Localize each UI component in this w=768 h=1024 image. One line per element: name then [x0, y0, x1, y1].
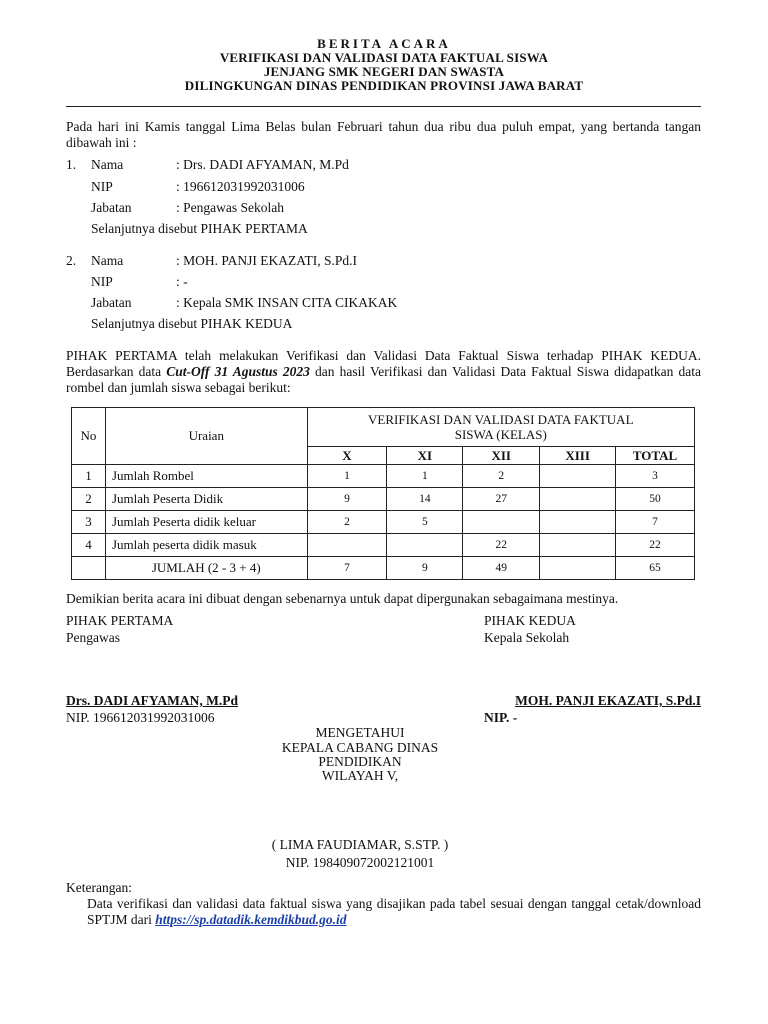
- col-uraian-header: Uraian: [105, 408, 307, 465]
- row-no: 3: [72, 511, 106, 534]
- class-header-x: X: [307, 447, 387, 465]
- row-uraian: Jumlah Rombel: [105, 465, 307, 488]
- party2-nip-label: NIP: [91, 274, 113, 289]
- party2-number: 2.: [66, 253, 77, 268]
- cell-xii: 22: [463, 534, 540, 557]
- sum-label: JUMLAH (2 - 3 + 4): [105, 557, 307, 580]
- document-subtitle: VERIFIKASI DAN VALIDASI DATA FAKTUAL SISWA: [219, 50, 549, 65]
- cell-total: 22: [616, 534, 695, 557]
- party2-nama-label: Nama: [91, 253, 124, 268]
- body-paragraph: [66, 348, 701, 396]
- kacabdin-name: ( LIMA FAUDIAMAR, S.STP. ): [271, 837, 449, 852]
- cell-xiii: [540, 534, 616, 557]
- sum-xii: 49: [463, 557, 540, 580]
- party2-nip-value: : -: [176, 274, 188, 289]
- row-uraian: Jumlah Peserta Didik: [105, 488, 307, 511]
- class-header-total: TOTAL: [616, 447, 695, 465]
- cell-xi: [387, 534, 463, 557]
- document-title: BERITA ACARA: [317, 36, 451, 51]
- cell-x: 1: [307, 465, 387, 488]
- sign-left-name: Drs. DADI AFYAMAN, M.Pd: [66, 693, 238, 708]
- sum-x: 7: [307, 557, 387, 580]
- sum-total: 65: [616, 557, 695, 580]
- party2-jabatan-value: : Kepala SMK INSAN CITA CIKAKAK: [176, 295, 398, 310]
- sign-left-nip: NIP. 196612031992031006: [66, 710, 215, 725]
- party1-jabatan-label: Jabatan: [91, 200, 132, 215]
- cell-xii: 27: [463, 488, 540, 511]
- row-no: 4: [72, 534, 106, 557]
- keterangan-label: Keterangan:: [66, 880, 132, 895]
- party1-selanjutnya: Selanjutnya disebut PIHAK PERTAMA: [91, 221, 308, 236]
- cutoff-date: Cut-Off 31 Agustus 2023: [166, 364, 310, 379]
- party1-nip-value: : 196612031992031006: [176, 179, 305, 194]
- sign-right-nip: NIP. -: [484, 710, 518, 725]
- party2-selanjutnya: Selanjutnya disebut PIHAK KEDUA: [91, 316, 293, 331]
- intro-paragraph: Pada hari ini Kamis tanggal Lima Belas bulan Februari tahun dua ribu dua puluh empat, yang bertanda tangan dibawah ini :: [66, 119, 701, 150]
- cell-x: 2: [307, 511, 387, 534]
- party1-nama-label: Nama: [91, 157, 124, 172]
- kacabdin-nip: NIP. 198409072002121001: [285, 855, 435, 870]
- class-header-xi: XI: [387, 447, 463, 465]
- row-uraian: Jumlah peserta didik masuk: [105, 534, 307, 557]
- party1-nip-label: NIP: [91, 179, 113, 194]
- cell-xiii: [540, 465, 616, 488]
- table-row: [72, 465, 695, 488]
- sptjm-link[interactable]: https://sp.datadik.kemdikbud.go.id: [155, 912, 347, 927]
- cell-xiii: [540, 488, 616, 511]
- sign-right-title: PIHAK KEDUA: [484, 613, 576, 628]
- mengetahui-line2: KEPALA CABANG DINAS: [281, 740, 439, 755]
- mengetahui-line4: WILAYAH V,: [321, 768, 399, 783]
- group-header: VERIFIKASI DAN VALIDASI DATA FAKTUAL SISWA (KELAS): [307, 408, 694, 447]
- cell-xii: 2: [463, 465, 540, 488]
- cell-total: 3: [616, 465, 695, 488]
- cell-xiii: [540, 511, 616, 534]
- cell-xi: 1: [387, 465, 463, 488]
- cell-x: [307, 534, 387, 557]
- row-uraian: Jumlah Peserta didik keluar: [105, 511, 307, 534]
- cell-xi: 5: [387, 511, 463, 534]
- sum-xiii: [540, 557, 616, 580]
- cell-x: 9: [307, 488, 387, 511]
- class-header-xiii: XIII: [540, 447, 616, 465]
- sign-left-role: Pengawas: [66, 630, 120, 645]
- document-subtitle-jenjang: JENJANG SMK NEGERI DAN SWASTA: [263, 64, 505, 79]
- sign-right-role: Kepala Sekolah: [484, 630, 570, 645]
- table-row: [72, 511, 695, 534]
- row-no: 2: [72, 488, 106, 511]
- table-sum-row: [72, 557, 695, 580]
- sum-xi: 9: [387, 557, 463, 580]
- mengetahui-line3: PENDIDIKAN: [318, 754, 402, 769]
- table-header-row: [72, 408, 695, 447]
- col-no-header: No: [72, 408, 106, 465]
- header-divider: [66, 106, 701, 107]
- party2-nama-value: : MOH. PANJI EKAZATI, S.Pd.I: [176, 253, 358, 268]
- sign-right-name: MOH. PANJI EKAZATI, S.Pd.I: [515, 693, 701, 708]
- sum-no-empty: [72, 557, 106, 580]
- document-subtitle-dinas: DILINGKUNGAN DINAS PENDIDIKAN PROVINSI JAWA BARAT: [184, 78, 584, 93]
- keterangan-text: [87, 896, 701, 928]
- party1-number: 1.: [66, 157, 77, 172]
- data-table: [71, 407, 695, 580]
- class-header-xii: XII: [463, 447, 540, 465]
- cell-xii: [463, 511, 540, 534]
- cell-total: 7: [616, 511, 695, 534]
- party2-jabatan-label: Jabatan: [91, 295, 132, 310]
- table-row: [72, 534, 695, 557]
- closing-statement: Demikian berita acara ini dibuat dengan sebenarnya untuk dapat dipergunakan sebagaimana mestinya.: [66, 591, 619, 606]
- party1-nama-value: : Drs. DADI AFYAMAN, M.Pd: [176, 157, 349, 172]
- cell-xi: 14: [387, 488, 463, 511]
- cell-total: 50: [616, 488, 695, 511]
- row-no: 1: [72, 465, 106, 488]
- keterangan-body: Data verifikasi dan validasi data faktual siswa yang disajikan pada tabel sesuai dengan tanggal cetak/download SPTJM dari: [87, 896, 701, 927]
- body-paragraph-part1: PIHAK PERTAMA telah melakukan Verifikasi dan Validasi Data Faktual Siswa terhadap PIHAK KEDUA. Berdasarkan data: [66, 348, 701, 379]
- table-row: [72, 488, 695, 511]
- body-paragraph-part2: dan hasil Verifikasi dan Validasi Data Faktual Siswa didapatkan data rombel dan jumlah siswa sebagai berikut:: [66, 364, 701, 395]
- party1-jabatan-value: : Pengawas Sekolah: [176, 200, 284, 215]
- mengetahui-line1: MENGETAHUI: [315, 725, 405, 740]
- sign-left-title: PIHAK PERTAMA: [66, 613, 174, 628]
